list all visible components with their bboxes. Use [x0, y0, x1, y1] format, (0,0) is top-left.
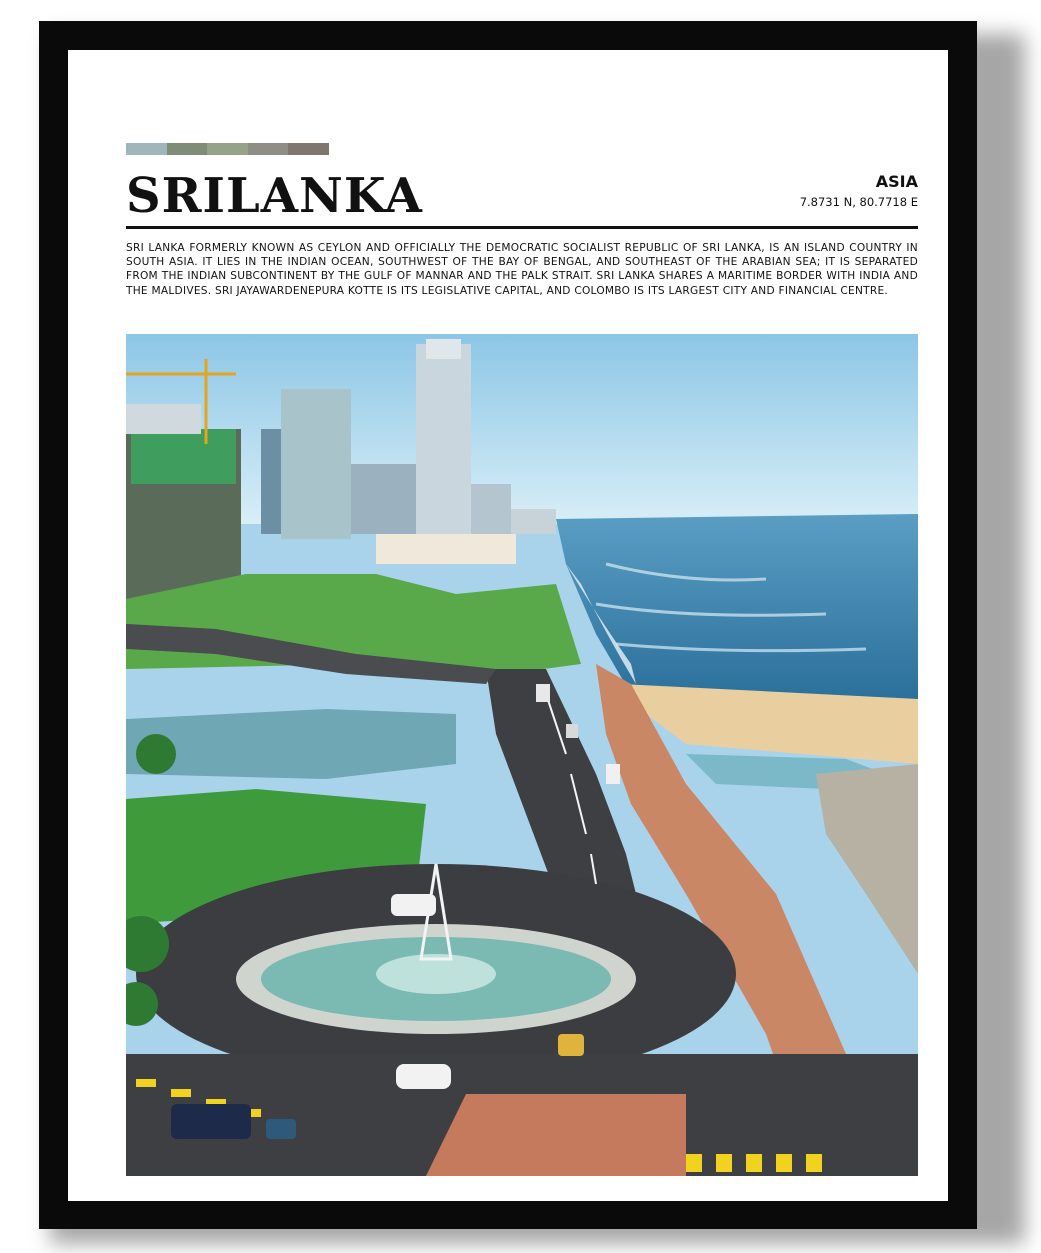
color-palette	[126, 143, 329, 155]
sky	[126, 334, 918, 524]
palette-swatch	[126, 143, 167, 155]
region-label: ASIA	[875, 172, 918, 191]
title-divider	[126, 226, 918, 229]
breakwater	[816, 764, 918, 974]
poster-frame	[39, 21, 977, 1229]
description-text: SRI LANKA FORMERLY KNOWN AS CEYLON AND OFFICIALLY THE DEMOCRATIC SOCIALIST REPUBLIC OF SRI LANKA, IS AN ISLAND COUNTRY IN SOUTH ASIA. IT LIES IN THE INDIAN OCEAN, SOUTHWEST OF THE BAY OF BENGAL, AND SOUTHEAST OF THE ARABIAN SEA; IT IS SEPARATED FROM THE INDIAN SUBCONTINENT BY THE GULF OF MANNAR AND THE PALK STRAIT. SRI LANKA SHARES A MARITIME BORDER WITH INDIA AND THE MALDIVES. SRI JAYAWARDENEPURA KOTTE IS ITS LEGISLATIVE CAPITAL, AND COLOMBO IS ITS LARGEST CITY AND FINANCIAL CENTRE.	[126, 242, 918, 297]
pond	[126, 709, 456, 779]
palette-swatch	[167, 143, 208, 155]
city-photo	[126, 334, 918, 1176]
poster-title: SRILANKA	[126, 168, 423, 224]
poster-mat	[68, 50, 948, 1201]
palette-swatch	[288, 143, 329, 155]
palette-swatch	[207, 143, 248, 155]
coordinates-label: 7.8731 N, 80.7718 E	[799, 195, 918, 209]
lower-plaza	[426, 1094, 686, 1176]
colombo-coast-illustration	[126, 334, 918, 1176]
palette-swatch	[248, 143, 289, 155]
